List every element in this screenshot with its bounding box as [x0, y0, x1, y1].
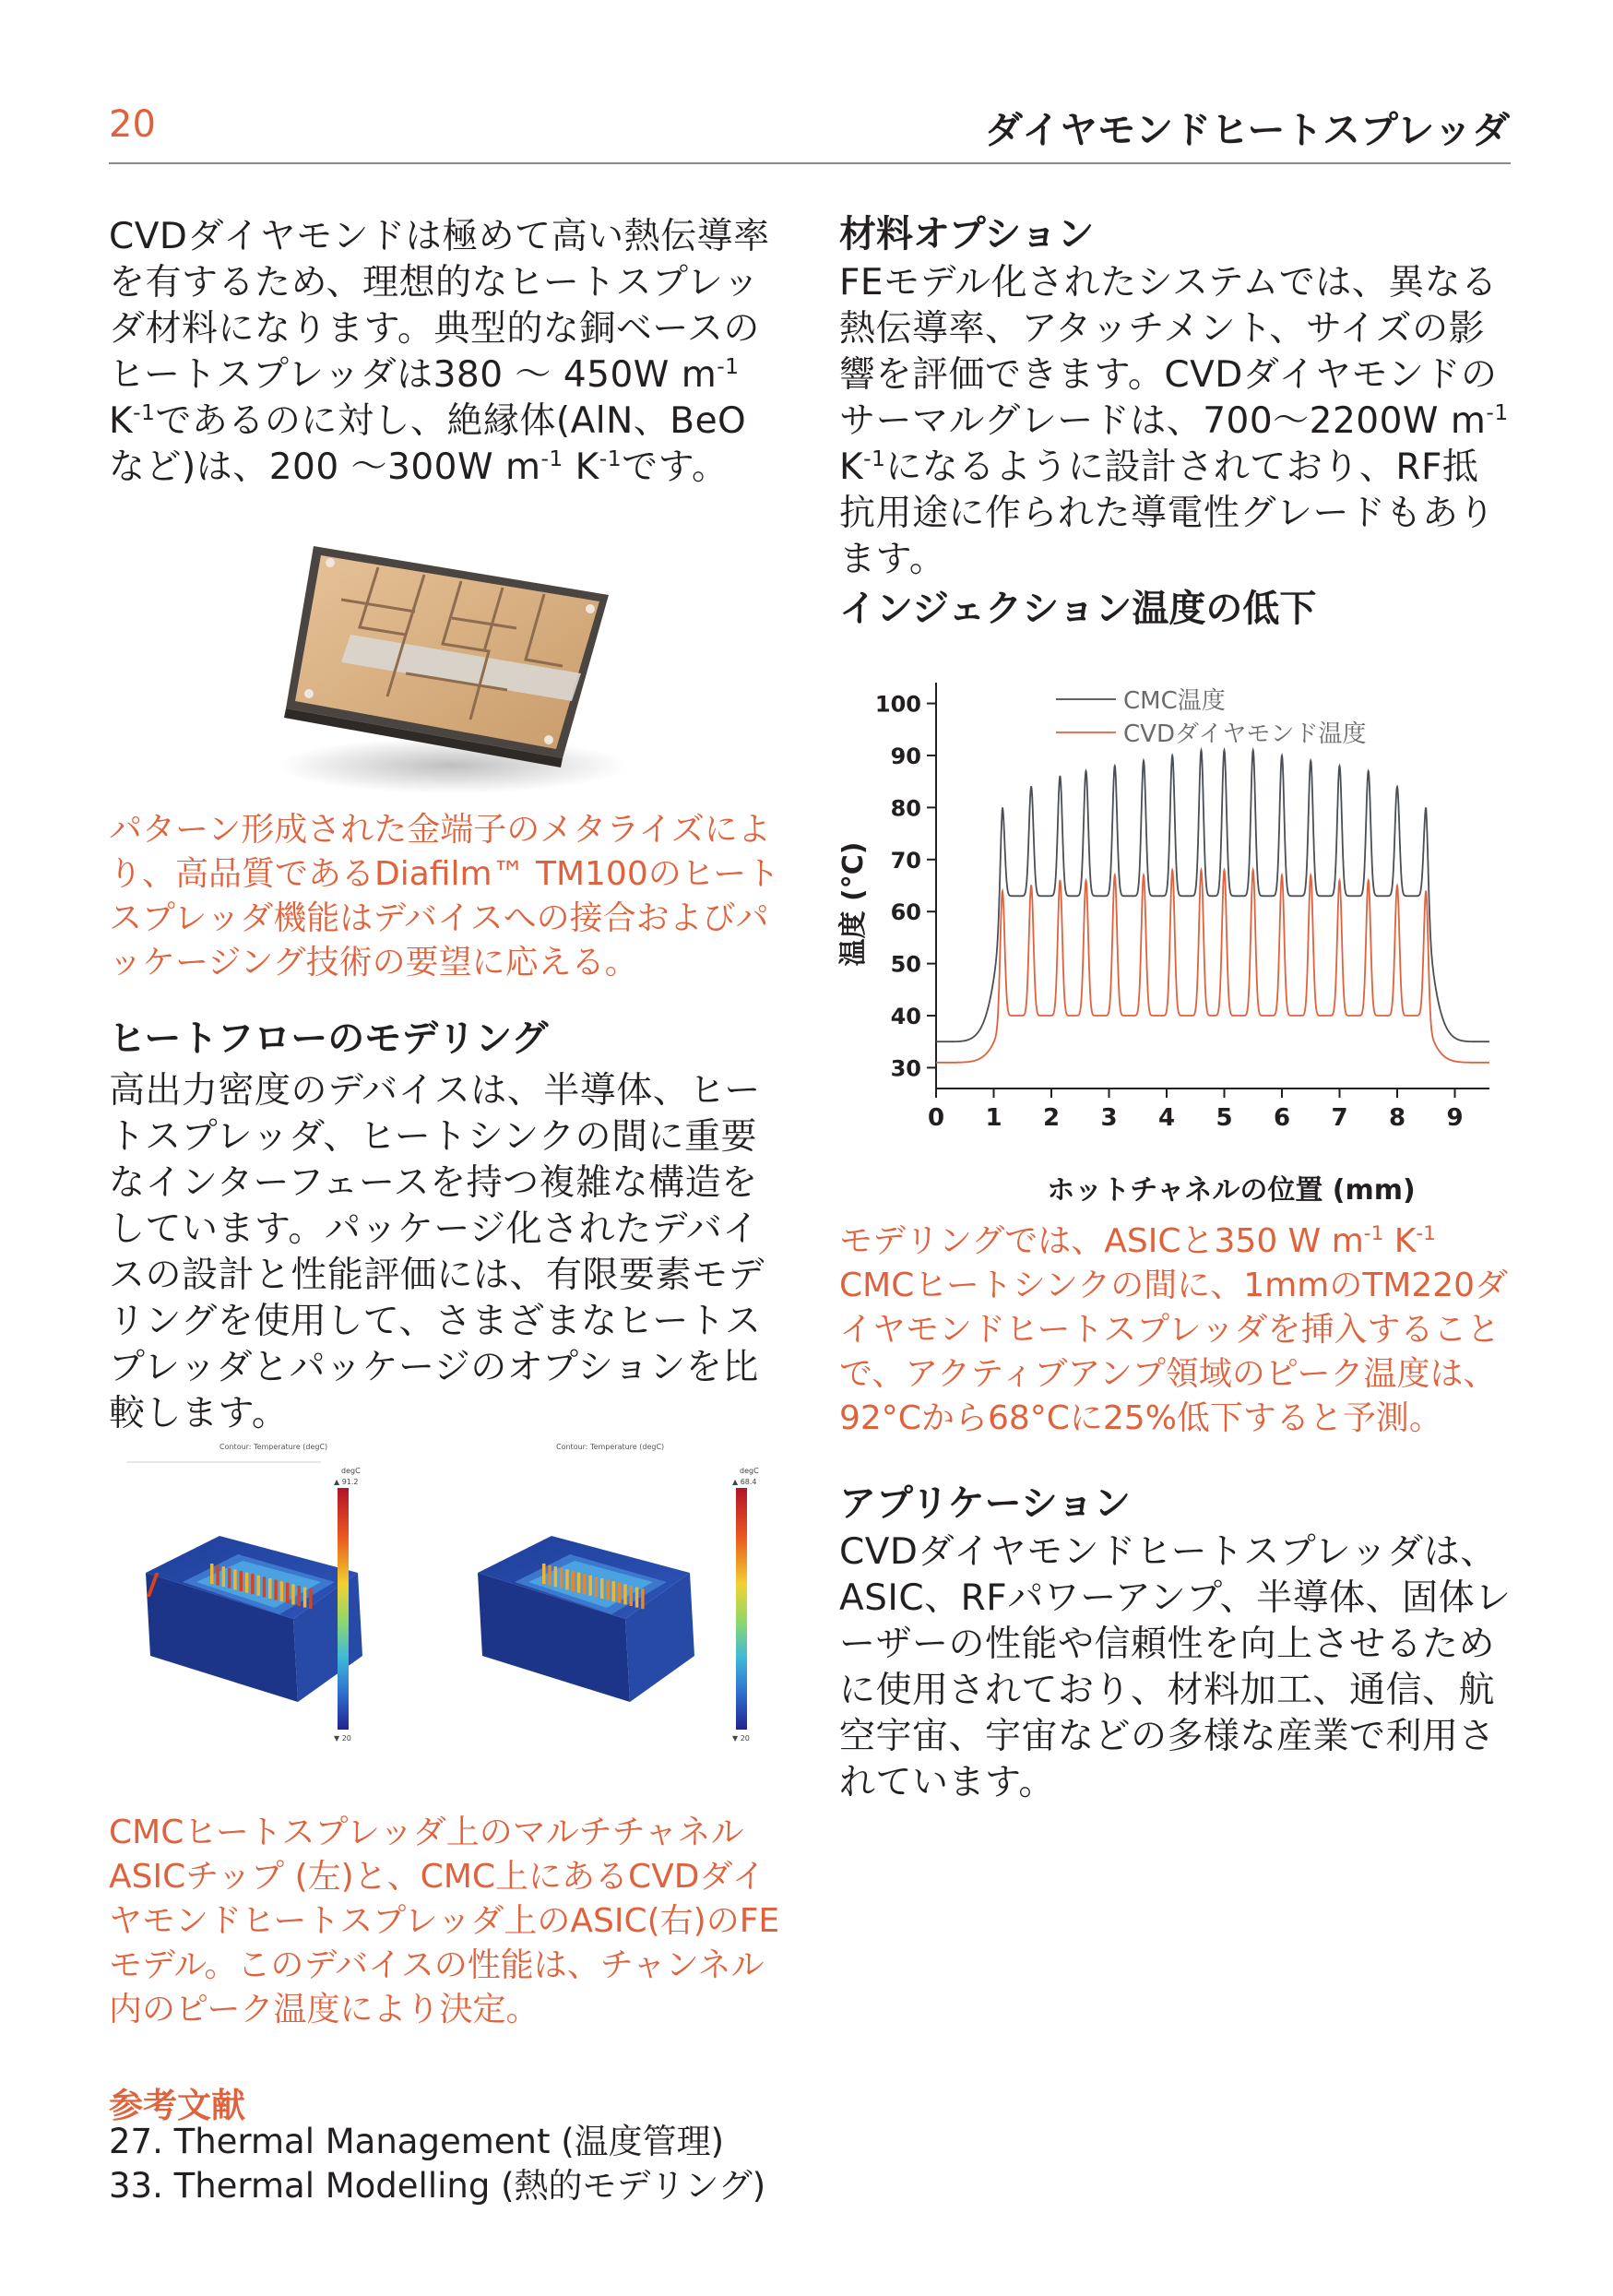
fe-channel-stripe — [263, 1576, 267, 1597]
intro-text-a: CVDダイヤモンドは極めて高い熱伝導率を有するため、理想的なヒートスプレッダ材料になります。典型的な銅ベースのヒートスプレッダは380 ～ 450W m — [109, 216, 770, 396]
chart-x-tick-label: 1 — [985, 1104, 1002, 1132]
heading-injection: インジェクション温度の低下 — [839, 588, 1317, 630]
material-text-c: になるように設計されており、RF抵抗用途に作られた導電性グレードもあります。 — [839, 446, 1496, 580]
chart-x-tick-label: 7 — [1331, 1104, 1348, 1132]
reference-item: 33. Thermal Modelling (熱的モデリング) — [109, 2166, 766, 2206]
caption-fe-model: CMCヒートスプレッダ上のマルチチャネルASICチップ (左)と、CMC上にあるCVDダイヤモンドヒートスプレッダ上のASIC(右)のFEモデル。このデバイスの性能は、チャンネル内のピーク温度により決定。 — [109, 1814, 780, 2028]
fe-channel-stripe — [210, 1564, 214, 1584]
fe-channel-stripe — [554, 1566, 558, 1587]
fe-model-right — [478, 1467, 759, 1743]
chart-legend-label: CMC温度 — [1123, 687, 1226, 715]
chart-x-axis-label: ホットチャネルの位置 (mm) — [1047, 1174, 1416, 1207]
fe-channel-stripe — [572, 1571, 575, 1591]
fe-channel-stripe — [612, 1581, 616, 1601]
fe-channel-stripe — [618, 1583, 622, 1603]
fe-channel-stripe — [577, 1573, 581, 1593]
chart-y-tick-label: 80 — [890, 795, 921, 822]
heading-heatflow: ヒートフローのモデリング — [109, 1017, 549, 1060]
fe-channel-stripe — [245, 1573, 249, 1593]
chart-x-tick-label: 4 — [1157, 1104, 1176, 1132]
fe-channel-stripe — [595, 1576, 599, 1597]
intro-text-e: です。 — [622, 446, 729, 488]
fe-channel-stripe — [256, 1576, 260, 1596]
material-sup-2: -1 — [863, 446, 886, 471]
fe-channel-stripe — [560, 1568, 563, 1588]
fe-channel-stripe — [216, 1565, 219, 1586]
chart-x-tick-label: 3 — [1100, 1104, 1118, 1132]
chart-x-tick-label: 0 — [927, 1104, 945, 1132]
chart-x-tick-label: 8 — [1388, 1104, 1406, 1132]
chart-x-tick-label: 2 — [1042, 1104, 1061, 1132]
caption3-sup-2: -1 — [1416, 1222, 1436, 1245]
fe-channel-stripe — [641, 1588, 645, 1609]
heading-application: アプリケーション — [839, 1482, 1131, 1525]
caption3-sup-1: -1 — [1363, 1222, 1384, 1245]
caption-photo: パターン形成された金端子のメタライズにより、高品質であるDiafilm™ TM100のヒートスプレッダ機能はデバイスへの接合およびパッケージング技術の要望に応える。 — [109, 811, 780, 981]
chart-y-tick-label: 30 — [890, 1055, 921, 1082]
fe-channel-stripe — [548, 1565, 552, 1586]
fe-channel-stripe — [623, 1584, 627, 1604]
caption3-text-a: モデリングでは、ASICと350 W m — [839, 1222, 1364, 1260]
chart-lines — [936, 750, 1489, 1063]
chart-legend-label: CVDダイヤモンド温度 — [1123, 720, 1367, 748]
fe-channel-stripe — [251, 1574, 255, 1594]
chart-y-tick-label: 40 — [890, 1004, 921, 1030]
header-rule — [109, 162, 1511, 164]
fe-channel-stripe — [583, 1574, 587, 1594]
reference-item: 27. Thermal Management (温度管理) — [109, 2122, 725, 2161]
application-paragraph: CVDダイヤモンドヒートスプレッダは、ASIC、RFパワーアンプ、半導体、固体レーザーの性能や信頼性を向上させるために使用されており、材料加工、通信、航空宇宙、宇宙などの多様な産業で利用されています。 — [839, 1531, 1512, 1803]
running-title: ダイヤモンドヒートスプレッダ — [984, 108, 1510, 152]
fe-channel-stripe — [240, 1571, 243, 1591]
chart-series-line — [936, 870, 1489, 1063]
chart-y-axis-label: 温度 (°C) — [837, 841, 870, 967]
fe-channel-stripe — [600, 1578, 604, 1599]
fe-title-left: Contour: Temperature (degC) — [219, 1443, 328, 1451]
chart-x-tick-label: 9 — [1446, 1104, 1464, 1132]
chart-x-tick-label: 5 — [1216, 1104, 1233, 1132]
fe-channel-stripe — [298, 1586, 302, 1606]
material-sup-1: -1 — [1486, 399, 1509, 425]
fe-channel-stripe — [630, 1586, 634, 1606]
intro-sup-b2: -1 — [599, 446, 623, 471]
intro-text-b: K — [109, 400, 134, 442]
material-text-a: FEモデル化されたシステムでは、異なる熱伝導率、アタッチメント、サイズの影響を評価できます。CVDダイヤモンドのサーマルグレードは、700～2200W m — [839, 262, 1498, 442]
fe-channel-stripe — [565, 1569, 569, 1589]
fe-channel-stripe — [222, 1566, 226, 1587]
heatflow-paragraph: 高出力密度のデバイスは、半導体、ヒートスプレッダ、ヒートシンクの間に重要なインターフェースを持つ複雑な構造をしています。パッケージ化されたデバイスの設計と性能評価には、有限要素モデリングを使用して、さまざまなヒートスプレッダとパッケージのオプションを比較します。 — [109, 1070, 765, 1434]
fe-unit-left: degC — [341, 1467, 361, 1475]
fe-min-left: ▼ 20 — [334, 1734, 351, 1743]
fe-channel-stripe — [268, 1578, 272, 1599]
caption-chart — [839, 1219, 1512, 1441]
intro-text-c: であるのに対し、絶縁体(AlN、BeOなど)は、200 ～300W m — [109, 400, 747, 488]
chart-axes — [875, 683, 1489, 1132]
material-paragraph — [839, 260, 1512, 583]
fe-model-figure — [109, 1434, 782, 1803]
references-list — [109, 2120, 765, 2208]
page-number: 20 — [109, 103, 156, 146]
heat-spreader-photo — [267, 535, 636, 812]
caption3-text-c: CMCヒートシンクの間に、1mmのTM220ダイヤモンドヒートスプレッダを挿入することで、アクティブアンプ領域のピーク温度は、92°Cから68°Cに25%低下すると予測。 — [839, 1267, 1509, 1437]
fe-channel-stripe — [606, 1580, 610, 1600]
fe-channel-stripe — [542, 1564, 546, 1584]
chart-y-tick-label: 70 — [890, 847, 921, 874]
fe-min-right: ▼ 20 — [732, 1734, 750, 1743]
chart-y-tick-label: 50 — [890, 951, 921, 978]
intro-sup-a1: -1 — [717, 353, 740, 379]
fe-model-left — [127, 1462, 362, 1743]
temperature-chart — [830, 664, 1512, 1218]
chart-y-tick-label: 90 — [890, 743, 921, 769]
chart-y-tick-label: 60 — [890, 899, 921, 926]
intro-paragraph — [109, 214, 782, 491]
chart-x-tick-label: 6 — [1273, 1104, 1291, 1132]
fe-title-right: Contour: Temperature (degC) — [556, 1443, 665, 1451]
fe-max-left: ▲ 91.2 — [334, 1478, 359, 1486]
chart-y-tick-label: 100 — [874, 691, 921, 718]
heading-material: 材料オプション — [839, 213, 1095, 256]
fe-channel-stripe — [291, 1584, 295, 1604]
fe-channel-stripe — [274, 1580, 278, 1600]
fe-unit-right: degC — [740, 1467, 759, 1475]
material-text-b: K — [839, 446, 864, 488]
chart-legend — [1056, 687, 1366, 748]
fe-channel-stripe — [635, 1588, 639, 1608]
fe-channel-stripe — [286, 1583, 290, 1603]
fe-max-right: ▲ 68.4 — [732, 1478, 757, 1486]
intro-text-d: K — [563, 446, 599, 488]
fe-channel-stripe — [309, 1588, 313, 1609]
intro-sup-a2: -1 — [133, 399, 156, 425]
fe-channel-stripe — [303, 1588, 307, 1608]
fe-channel-stripe — [588, 1576, 592, 1596]
caption3-text-b: K — [1383, 1222, 1417, 1260]
fe-channel-stripe — [228, 1568, 231, 1588]
fe-channel-stripe — [280, 1581, 284, 1601]
intro-sup-b1: -1 — [540, 446, 563, 471]
references-heading: 参考文献 — [109, 2086, 245, 2125]
chart-series-line — [936, 750, 1489, 1041]
fe-channel-stripe — [233, 1569, 237, 1589]
